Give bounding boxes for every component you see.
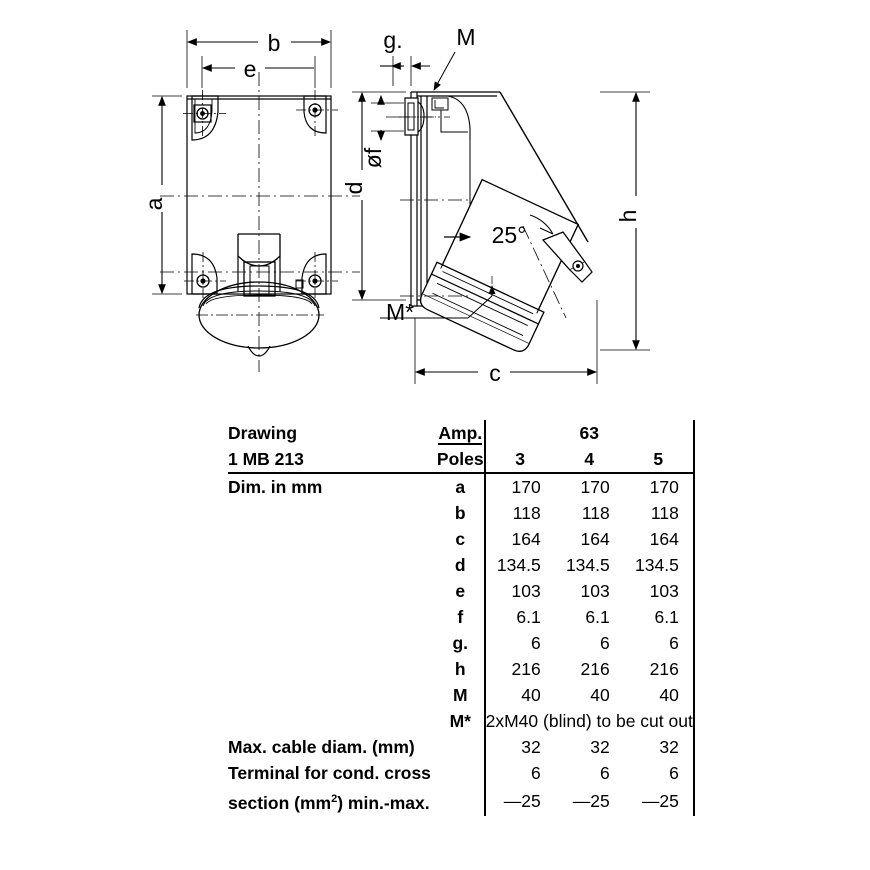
- table-row: [228, 604, 694, 630]
- terminal-label-superscript: 2: [331, 793, 338, 805]
- dim-label-g: g.: [383, 27, 403, 53]
- row-key: e: [455, 581, 466, 601]
- amp-label: Amp.: [438, 423, 483, 443]
- row-key: c: [455, 529, 466, 549]
- terminal-label-line2: [228, 786, 437, 816]
- row-value: 40: [624, 682, 694, 708]
- table-row: [228, 526, 694, 552]
- row-value: 164: [485, 526, 555, 552]
- row-value: 164: [580, 529, 610, 549]
- row-key: a: [455, 477, 466, 497]
- dim-label-phi-f: øf: [360, 147, 386, 169]
- row-value: 118: [485, 500, 555, 526]
- row-value: 103: [485, 578, 555, 604]
- row-value: 134.5: [485, 552, 555, 578]
- row-value: 134.5: [565, 555, 610, 575]
- row-key: b: [454, 503, 466, 523]
- row-value: 6: [485, 760, 555, 786]
- dim-label-b: b: [267, 30, 281, 56]
- row-value: 32: [485, 734, 555, 760]
- cable-diam-label: Max. cable diam. (mm): [228, 737, 415, 757]
- table-row: [228, 630, 694, 656]
- dim-in-mm-label: Dim. in mm: [228, 477, 323, 497]
- table-row: [228, 578, 694, 604]
- angle-label-25: 25°: [491, 222, 527, 248]
- table-row-terminal-1: [228, 760, 694, 786]
- table-row: [228, 500, 694, 526]
- pole-column-5: 5: [624, 446, 694, 473]
- row-value: 6: [624, 630, 694, 656]
- row-value: 216: [624, 656, 694, 682]
- row-value: 170: [624, 473, 694, 500]
- row-value: 6.1: [624, 604, 694, 630]
- row-value: 103: [624, 578, 694, 604]
- row-value: 32: [590, 737, 610, 757]
- table-row-cable-diam: [228, 734, 694, 760]
- table-row: [228, 552, 694, 578]
- row-value: 6.1: [485, 604, 555, 630]
- pole-column-3: 3: [485, 446, 555, 473]
- row-key: f: [457, 607, 464, 627]
- mstar-value: 2xM40 (blind) to be cut out: [485, 708, 694, 734]
- row-value: 6: [600, 633, 610, 653]
- row-value: 40: [590, 685, 610, 705]
- drawing-label: Drawing: [228, 423, 298, 443]
- table-row: [228, 473, 694, 500]
- terminal-label-line2-a: section (mm: [228, 792, 332, 813]
- row-value: —25: [572, 790, 610, 811]
- table-row-terminal-2: [228, 786, 694, 816]
- row-value: 170: [485, 473, 555, 500]
- row-value: 32: [624, 734, 694, 760]
- dim-label-d: d: [341, 181, 367, 195]
- table-row-mstar: [228, 708, 694, 734]
- dim-label-m-star: M*: [385, 299, 415, 325]
- dim-label-h: h: [615, 209, 641, 223]
- row-value: 118: [581, 503, 610, 523]
- row-key: h: [454, 659, 466, 679]
- table-header-row-poles: [228, 446, 694, 473]
- table-row: [228, 656, 694, 682]
- row-value: 40: [485, 682, 555, 708]
- dim-label-a: a: [141, 197, 167, 211]
- drawing-number: 1 MB 213: [228, 449, 304, 469]
- terminal-label-line2-b: ) min.-max.: [337, 792, 430, 813]
- technical-drawing: [0, 0, 870, 410]
- pole-column-4: 4: [584, 449, 595, 469]
- row-value: 170: [580, 477, 610, 497]
- row-value: 6: [485, 630, 555, 656]
- specification-table: [228, 420, 693, 816]
- terminal-label-line1: Terminal for cond. cross: [228, 763, 431, 783]
- dim-label-e: e: [243, 56, 257, 82]
- row-value: 118: [624, 500, 694, 526]
- row-value: 6: [600, 763, 610, 783]
- amp-value: 63: [485, 420, 694, 446]
- row-value: 164: [624, 526, 694, 552]
- row-value: 103: [580, 581, 610, 601]
- row-value: 6: [624, 760, 694, 786]
- dim-label-c: c: [489, 360, 501, 386]
- poles-label: Poles: [436, 449, 484, 469]
- table-row: [228, 682, 694, 708]
- row-value: —25: [624, 786, 694, 816]
- row-key: d: [454, 555, 466, 575]
- dim-label-M: M: [456, 24, 476, 50]
- row-key: g.: [452, 633, 469, 653]
- row-key-mstar: M*: [449, 711, 471, 731]
- row-value: 216: [485, 656, 555, 682]
- row-value: 6.1: [585, 607, 610, 627]
- row-value: 216: [580, 659, 610, 679]
- table-header-row-amp: [228, 420, 694, 446]
- row-key: M: [452, 685, 468, 705]
- row-value: —25: [485, 786, 555, 816]
- row-value: 134.5: [624, 552, 694, 578]
